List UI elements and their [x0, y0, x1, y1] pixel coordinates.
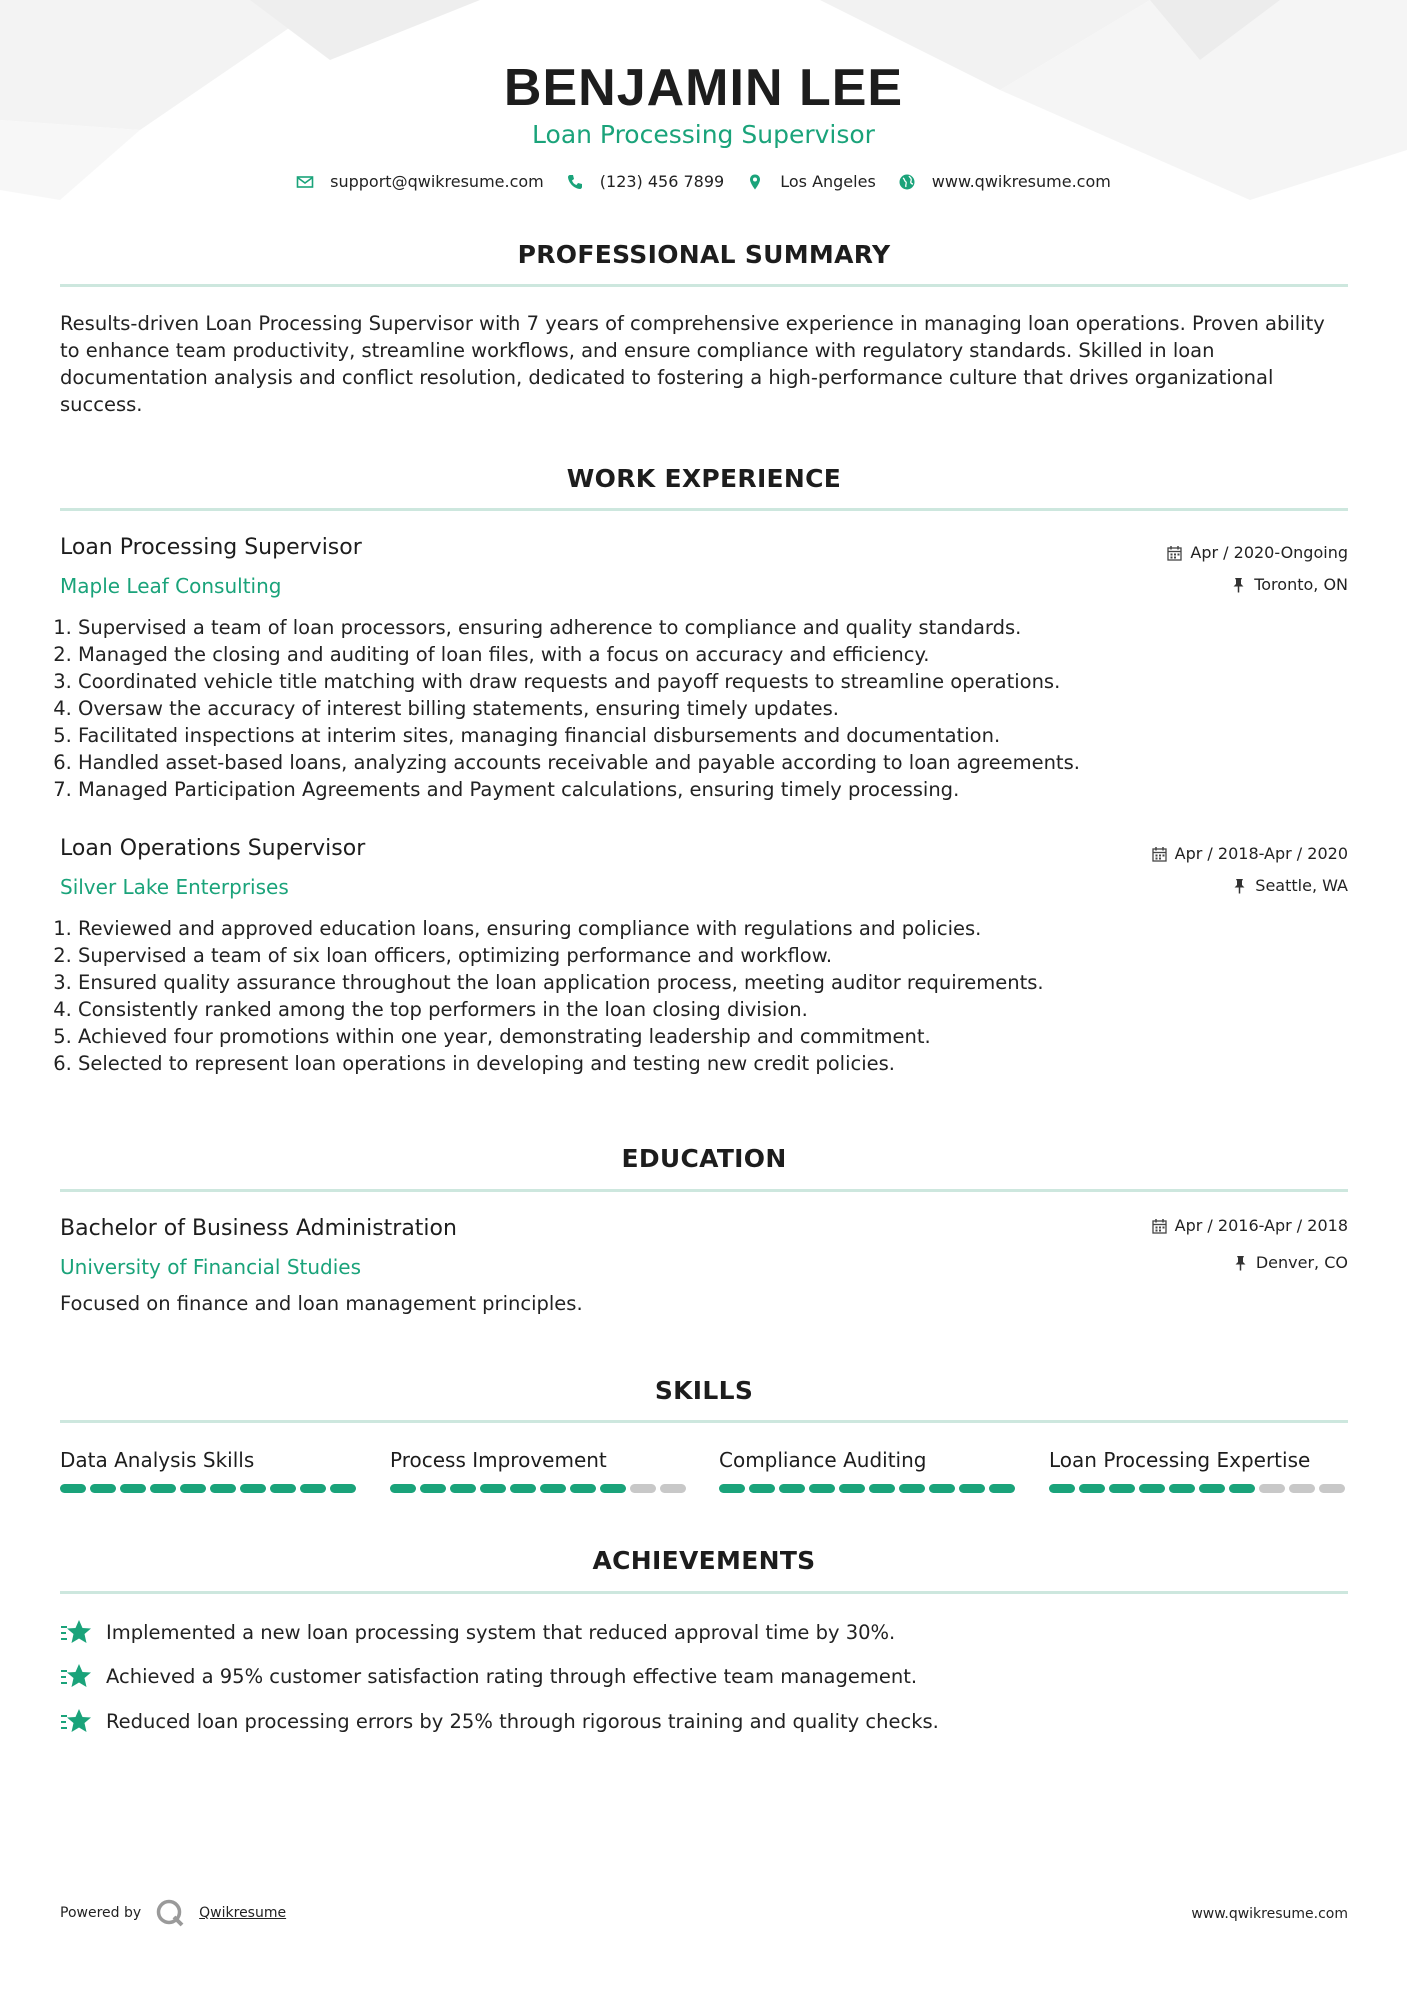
education-location-text: Denver, CO: [1255, 1253, 1348, 1272]
skill-item: [1049, 1448, 1349, 1472]
section-title-experience: WORK EXPERIENCE: [566, 464, 842, 493]
map-pin-icon: [746, 173, 764, 191]
contact-website-text: www.qwikresume.com: [931, 172, 1111, 191]
job-bullets: [48, 614, 1358, 803]
skill-item: [719, 1448, 1019, 1472]
list-item: 6. Selected to represent loan operations in developing and testing new credit policies.: [78, 1050, 1358, 1077]
education-description: Focused on finance and loan management principles.: [60, 1292, 583, 1315]
education-location: [1233, 1253, 1348, 1272]
section-title-skills: SKILLS: [654, 1376, 754, 1405]
pushpin-icon: [1232, 878, 1247, 894]
skill-segment-filled: [270, 1484, 296, 1493]
job-company: Silver Lake Enterprises: [60, 875, 289, 899]
skill-segment-filled: [929, 1484, 955, 1493]
skill-segment-filled: [869, 1484, 895, 1493]
skill-segment-empty: [1259, 1484, 1285, 1493]
phone-icon: [566, 173, 584, 191]
section-divider: [60, 1189, 1348, 1192]
list-item: 7. Managed Participation Agreements and Payment calculations, ensuring timely processing.: [78, 776, 1358, 803]
skill-level-bar: [1049, 1484, 1349, 1493]
candidate-role: Loan Processing Supervisor: [532, 120, 875, 149]
job-company: Maple Leaf Consulting: [60, 574, 282, 598]
education-dates-text: Apr / 2016-Apr / 2018: [1174, 1216, 1348, 1235]
skill-level-bar: [719, 1484, 1019, 1493]
job-dates: [1152, 844, 1348, 863]
skill-name: Data Analysis Skills: [60, 1448, 255, 1472]
contact-phone-text: (123) 456 7899: [599, 172, 725, 191]
pushpin-icon: [1231, 577, 1246, 593]
brand-link[interactable]: Qwikresume: [199, 1905, 287, 1921]
skill-segment-filled: [150, 1484, 176, 1493]
star-badge-icon: [60, 1618, 92, 1646]
achievement-text: Reduced loan processing errors by 25% through rigorous training and quality checks.: [106, 1709, 939, 1733]
powered-by-label: Powered by: [60, 1905, 142, 1921]
job-location: [1232, 876, 1348, 895]
envelope-icon: [296, 173, 314, 191]
list-item: 5. Facilitated inspections at interim sites, managing financial disbursements and documentation.: [78, 722, 1358, 749]
section-divider: [60, 1591, 1348, 1594]
skill-segment-filled: [1229, 1484, 1255, 1493]
achievement-item: [60, 1662, 917, 1690]
skill-segment-filled: [60, 1484, 86, 1493]
skill-item: [390, 1448, 690, 1472]
job-location-text: Seattle, WA: [1255, 876, 1348, 895]
summary-text: Results-driven Loan Processing Supervisor with 7 years of comprehensive experience in managing loan operations. Proven ability to enhance team productivity, streamline workflows, and ensure compliance with regulatory standards. Skilled in loan documentation analysis and conflict resolution, dedicated to fostering a high-performance culture that drives organizational success.: [60, 312, 1325, 416]
skill-segment-filled: [1139, 1484, 1165, 1493]
section-title-achievements: ACHIEVEMENTS: [592, 1546, 816, 1575]
star-badge-icon: [60, 1662, 92, 1690]
skill-segment-empty: [660, 1484, 686, 1493]
skill-segment-filled: [180, 1484, 206, 1493]
list-item: 4. Consistently ranked among the top performers in the loan closing division.: [78, 996, 1358, 1023]
skill-segment-filled: [120, 1484, 146, 1493]
degree-title: Bachelor of Business Administration: [60, 1216, 457, 1241]
contact-website[interactable]: [898, 172, 1111, 191]
education-dates: [1152, 1216, 1348, 1235]
contact-email[interactable]: [296, 172, 544, 191]
skill-segment-empty: [630, 1484, 656, 1493]
school-name: University of Financial Studies: [60, 1255, 362, 1279]
skill-segment-filled: [809, 1484, 835, 1493]
achievement-text: Achieved a 95% customer satisfaction rating through effective team management.: [106, 1664, 918, 1688]
skill-segment-filled: [330, 1484, 356, 1493]
skill-segment-filled: [90, 1484, 116, 1493]
job-location-text: Toronto, ON: [1254, 575, 1348, 594]
contact-location: [746, 172, 876, 191]
globe-icon: [898, 173, 916, 191]
pushpin-icon: [1233, 1255, 1248, 1271]
skill-segment-filled: [480, 1484, 506, 1493]
footer-powered-by: [60, 1898, 286, 1928]
skill-segment-filled: [779, 1484, 805, 1493]
skill-name: Compliance Auditing: [719, 1448, 927, 1472]
achievement-item: [60, 1618, 895, 1646]
skill-segment-filled: [420, 1484, 446, 1493]
contact-phone[interactable]: [566, 172, 724, 191]
list-item: 5. Achieved four promotions within one year, demonstrating leadership and commitment.: [78, 1023, 1358, 1050]
skill-segment-filled: [450, 1484, 476, 1493]
skill-segment-filled: [600, 1484, 626, 1493]
contact-location-text: Los Angeles: [780, 172, 876, 191]
skill-segment-filled: [1079, 1484, 1105, 1493]
contact-bar: [0, 172, 1407, 191]
skill-segment-empty: [1289, 1484, 1315, 1493]
achievement-text: Implemented a new loan processing system that reduced approval time by 30%.: [106, 1620, 896, 1644]
candidate-name: BENJAMIN LEE: [503, 59, 904, 117]
skill-segment-filled: [899, 1484, 925, 1493]
skill-segment-filled: [240, 1484, 266, 1493]
calendar-icon: [1152, 1218, 1167, 1234]
skill-level-bar: [60, 1484, 360, 1493]
skill-segment-filled: [839, 1484, 865, 1493]
section-divider: [60, 284, 1348, 287]
list-item: 3. Ensured quality assurance throughout the loan application process, meeting auditor requirements.: [78, 969, 1358, 996]
skill-segment-filled: [570, 1484, 596, 1493]
skill-segment-filled: [1049, 1484, 1075, 1493]
skill-segment-filled: [719, 1484, 745, 1493]
job-title: Loan Operations Supervisor: [60, 836, 366, 861]
footer-website[interactable]: www.qwikresume.com: [1191, 1906, 1348, 1922]
skill-segment-filled: [300, 1484, 326, 1493]
list-item: 1. Supervised a team of loan processors, ensuring adherence to compliance and quality standards.: [78, 614, 1358, 641]
skill-level-bar: [390, 1484, 690, 1493]
skill-segment-filled: [959, 1484, 985, 1493]
section-title-summary: PROFESSIONAL SUMMARY: [517, 240, 891, 269]
job-bullets: [48, 915, 1358, 1077]
list-item: 1. Reviewed and approved education loans, ensuring compliance with regulations and policies.: [78, 915, 1358, 942]
skill-name: Loan Processing Expertise: [1049, 1448, 1311, 1472]
job-dates: [1167, 543, 1348, 562]
calendar-icon: [1167, 545, 1182, 561]
section-divider: [60, 1420, 1348, 1423]
skill-segment-filled: [510, 1484, 536, 1493]
skill-segment-filled: [1199, 1484, 1225, 1493]
job-dates-text: Apr / 2018-Apr / 2020: [1174, 844, 1348, 863]
section-divider: [60, 508, 1348, 511]
star-badge-icon: [60, 1707, 92, 1735]
skill-segment-filled: [989, 1484, 1015, 1493]
achievement-item: [60, 1707, 939, 1735]
job-title: Loan Processing Supervisor: [60, 535, 362, 560]
section-title-education: EDUCATION: [621, 1144, 787, 1173]
skill-item: [60, 1448, 360, 1472]
list-item: 4. Oversaw the accuracy of interest billing statements, ensuring timely updates.: [78, 695, 1358, 722]
contact-email-text: support@qwikresume.com: [330, 172, 544, 191]
list-item: 6. Handled asset-based loans, analyzing accounts receivable and payable according to loan agreements.: [78, 749, 1358, 776]
list-item: 2. Supervised a team of six loan officers, optimizing performance and workflow.: [78, 942, 1358, 969]
list-item: 3. Coordinated vehicle title matching with draw requests and payoff requests to streamline operations.: [78, 668, 1358, 695]
calendar-icon: [1152, 846, 1167, 862]
skill-segment-filled: [1109, 1484, 1135, 1493]
skill-segment-filled: [210, 1484, 236, 1493]
skill-name: Process Improvement: [390, 1448, 607, 1472]
skill-segment-empty: [1319, 1484, 1345, 1493]
job-location: [1231, 575, 1348, 594]
qwikresume-logo-icon: [155, 1898, 185, 1928]
skill-segment-filled: [540, 1484, 566, 1493]
skill-segment-filled: [1169, 1484, 1195, 1493]
job-dates-text: Apr / 2020-Ongoing: [1190, 543, 1348, 562]
skill-segment-filled: [390, 1484, 416, 1493]
list-item: 2. Managed the closing and auditing of loan files, with a focus on accuracy and efficiency.: [78, 641, 1358, 668]
skill-segment-filled: [749, 1484, 775, 1493]
